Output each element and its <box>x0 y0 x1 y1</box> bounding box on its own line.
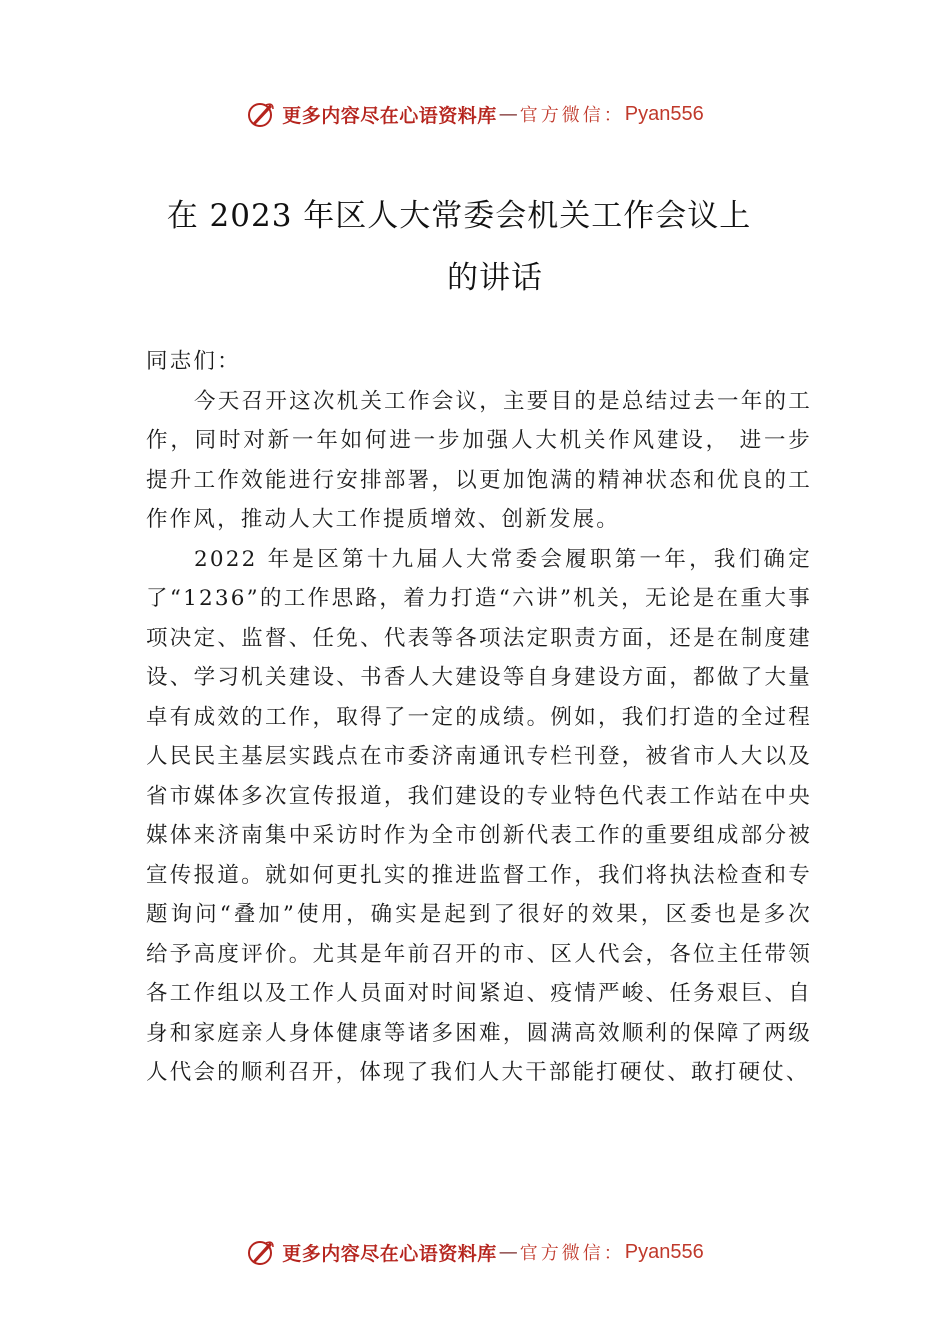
banner-text: 更多内容尽在心语资料库 <box>282 104 497 127</box>
quill-logo-icon <box>246 1237 276 1267</box>
banner-wechat-label: 官方微信： <box>519 105 625 126</box>
footer-banner <box>0 1234 950 1270</box>
banner-wechat-id: Pyan556 <box>624 102 704 125</box>
salutation: 同志们： <box>146 349 241 374</box>
quill-logo-icon <box>246 99 276 129</box>
document-title-line-2: 的讲话 <box>447 260 543 296</box>
banner-wechat-id: Pyan556 <box>624 1240 704 1263</box>
header-banner <box>0 96 950 132</box>
banner-wechat-label: 官方微信： <box>519 1243 625 1264</box>
banner-separator: — <box>498 1241 518 1263</box>
document-body <box>146 342 812 1093</box>
document-title-line-1: 在 2023 年区人大常委会机关工作会议上 <box>166 198 752 234</box>
paragraph: 2022 年是区第十九届人大常委会履职第一年，我们确定了“1236”的工作思路，着力打造“六讲”机关，无论是在重大事项决定、监督、任免、代表等各项法定职责方面，还是在制度建设、学习机关建设、书香人大建设等自身建设方面，都做了大量卓有成效的工作，取得了一定的成绩。例如，我们打造的全过程人民民主基层实践点在市委济南通讯专栏刊登，被省市人大以及省市媒体多次宣传报道，我们建设的专业特色代表工作站在中央媒体来济南集中采访时作为全市创新代表工作的重要组成部分被宣传报道。就如何更扎实的推进监督工作，我们将执法检查和专题询问“叠加”使用，确实是起到了很好的效果，区委也是多次给予高度评价。尤其是年前召开的市、区人代会，各位主任带领各工作组以及工作人员面对时间紧迫、疫情严峻、任务艰巨、自身和家庭亲人身体健康等诸多困难，圆满高效顺利的保障了两级人代会的顺利召开，体现了我们人大干部能打硬仗、敢打硬仗、 <box>146 546 812 1085</box>
banner-text: 更多内容尽在心语资料库 <box>282 1242 497 1265</box>
banner-separator: — <box>498 103 518 125</box>
paragraph: 今天召开这次机关工作会议，主要目的是总结过去一年的工作，同时对新一年如何进一步加强人大机关作风建设， 进一步提升工作效能进行安排部署，以更加饱满的精神状态和优良的工作作风，推动人大工作提质增效、创新发展。 <box>146 388 812 532</box>
